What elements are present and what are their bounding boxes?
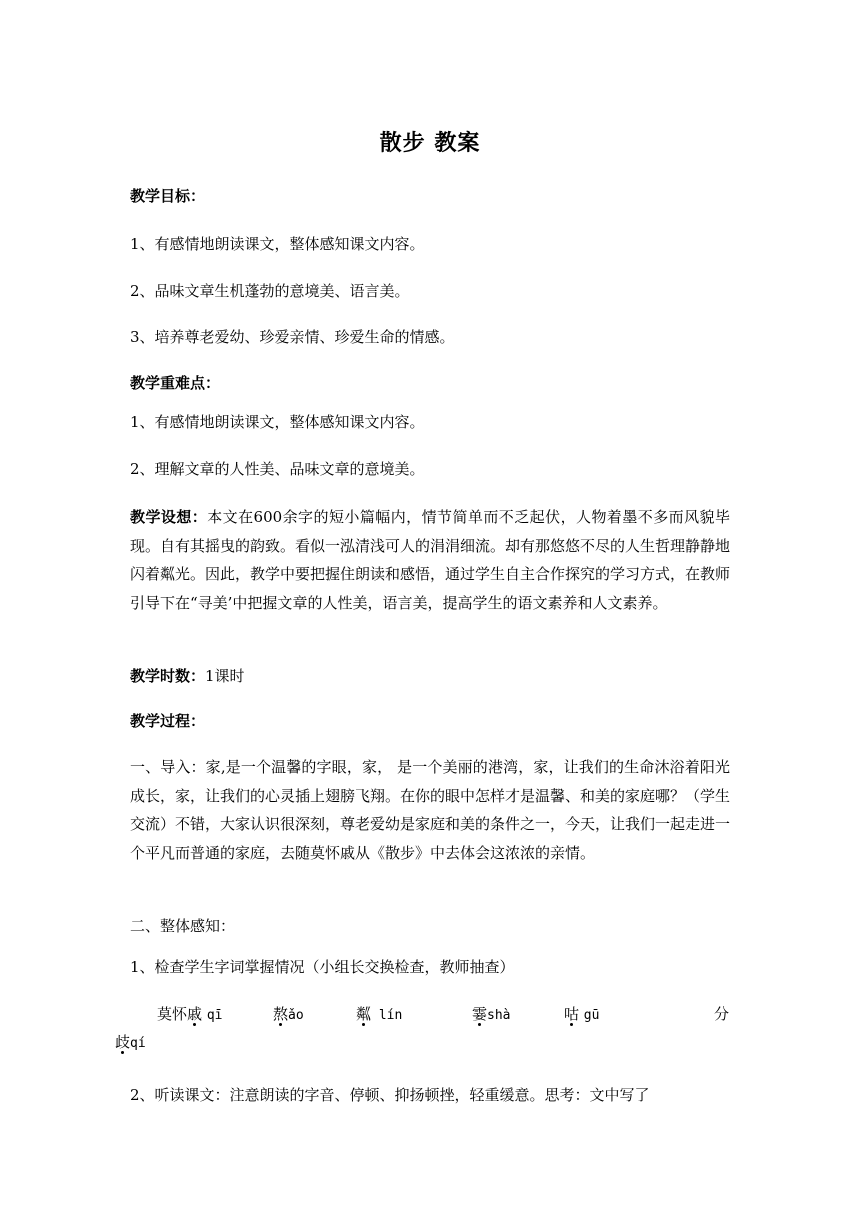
process-heading: 教学过程： — [130, 712, 206, 730]
vocab-item: 咕 gū — [564, 1005, 600, 1023]
goal-item: 2、品味文章生机蓬勃的意境美、语言美。 — [130, 282, 410, 300]
design-text: 本文在600余字的短小篇幅内，情节简单而不乏起伏，人物着墨不多而风貌毕现。自有其摇曳的韵致。看似一泓清浅可人的涓涓细流。却有那悠悠不尽的人生哲理静静地闪着粼光。因此，教学中要把握住朗读和感悟，通过学生自主合作探究的学习方式，在教师引导下在“寻美’中把握文章的人性美，语言美，提高学生的语文素养和人文素养。 — [130, 508, 731, 612]
key-point-item: 1、有感情地朗读课文，整体感知课文内容。 — [130, 413, 425, 431]
intro-paragraph: 一、导入：家,是一个温馨的字眼，家， 是一个美丽的港湾，家，让我们的生命沐浴着阳光成长，家，让我们的心灵插上翅膀飞翔。在你的眼中怎样才是温馨、和美的家庭哪？（学生交流）不错，大家认识很深刻，尊老爱幼是家庭和美的条件之一，今天，让我们一起走进一个平凡而普通的家庭，去随莫怀戚从《散步》中去体会这浓浓的亲情。 — [130, 758, 731, 862]
listen-line: 2、听读课文：注意朗读的字音、停顿、抑扬顿挫，轻重缓意。思考：文中写了 — [130, 1086, 650, 1104]
section-heading: 二、整体感知： — [130, 917, 236, 935]
key-points-heading: 教学重难点： — [130, 374, 221, 392]
design-label: 教学设想： — [130, 508, 208, 526]
vocab-item: 粼 lín — [356, 1005, 403, 1023]
hours-line — [130, 664, 730, 688]
hours-value: 1课时 — [205, 667, 245, 685]
vocab-list — [115, 1000, 730, 1060]
document-title: 散步 教案 — [379, 131, 481, 156]
design-paragraph — [130, 503, 730, 617]
goal-item: 1、有感情地朗读课文，整体感知课文内容。 — [130, 235, 425, 253]
hours-label: 教学时数： — [130, 667, 206, 685]
vocab-item: 莫怀戚 qī — [157, 1005, 223, 1023]
vocab-item: 分 — [714, 1005, 730, 1023]
goals-heading: 教学目标： — [130, 187, 206, 205]
check-line: 1、检查学生字词掌握情况（小组长交换检查，教师抽查） — [130, 958, 515, 976]
vocab-item: 歧qí — [115, 1033, 146, 1051]
vocab-item: 霎shà — [472, 1005, 511, 1023]
key-point-item: 2、理解文章的人性美、品味文章的意境美。 — [130, 460, 425, 478]
goal-item: 3、培养尊老爱幼、珍爱亲情、珍爱生命的情感。 — [130, 328, 455, 346]
vocab-item: 熬ǎo — [273, 1005, 304, 1023]
